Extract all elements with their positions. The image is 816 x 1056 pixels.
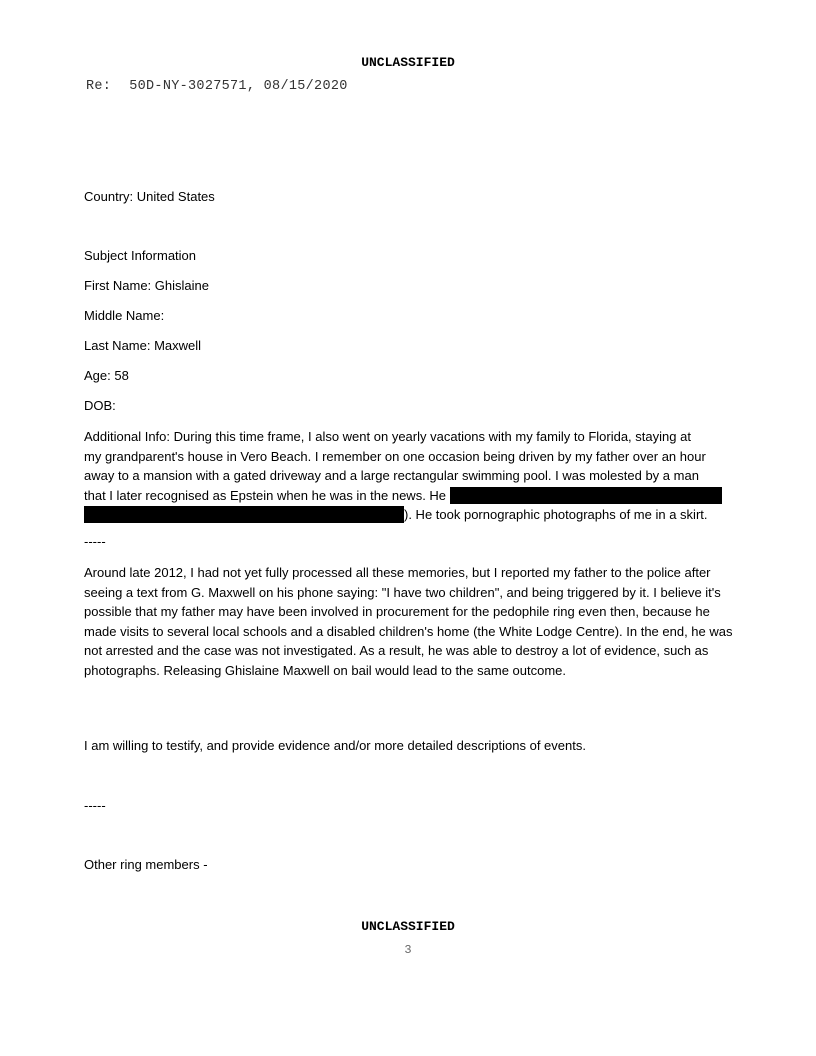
classification-header: UNCLASSIFIED	[361, 55, 455, 70]
redaction-bar	[84, 506, 404, 523]
additional-info-line: Additional Info: During this time frame, I also went on yearly vacations with my family to Florida, staying at	[84, 429, 691, 444]
separator: -----	[84, 798, 106, 813]
ref-value: 50D-NY-3027571, 08/15/2020	[129, 79, 348, 94]
age-field: Age: 58	[84, 368, 129, 383]
redaction-bar	[450, 487, 722, 504]
separator: -----	[84, 534, 106, 549]
report-paragraph: Around late 2012, I had not yet fully processed all these memories, but I reported my father to the police after seeing a text from G. Maxwell on his phone saying: "I have two children", and being triggered by it. I believe it's possible that my father may have been involved in procurement for the pedophile ring even then, because he made visits to several local schools and a disabled children's home (the White Lodge Centre). In the end, he was not arrested and the case was not investigated. As a result, he was able to destroy a lot of evidence, such as photographs. Releasing Ghislaine Maxwell on bail would lead to the same outcome.	[84, 565, 733, 678]
testify-statement: I am willing to testify, and provide evidence and/or more detailed descriptions of events.	[84, 738, 586, 753]
first-name-field: First Name: Ghislaine	[84, 278, 209, 293]
reference-line	[86, 79, 348, 94]
additional-info-text: that I later recognised as Epstein when he was in the news. He	[84, 487, 447, 503]
classification-footer: UNCLASSIFIED	[361, 919, 455, 934]
last-name-field: Last Name: Maxwell	[84, 338, 202, 353]
dob-field: DOB:	[84, 398, 116, 413]
additional-info-line	[84, 486, 734, 506]
additional-info-line	[84, 505, 734, 525]
additional-info-line: my grandparent's house in Vero Beach. I remember on one occasion being driven by my father over an hour	[84, 448, 706, 464]
additional-info-paragraph	[84, 427, 734, 525]
additional-info-line: away to a mansion with a gated driveway and a large rectangular swimming pool. I was molested by a man	[84, 468, 699, 483]
middle-name-field: Middle Name:	[84, 308, 165, 323]
subject-heading: Subject Information	[84, 248, 197, 263]
country-field: Country: United States	[84, 189, 215, 204]
other-members-line: Other ring members -	[84, 857, 208, 872]
additional-info-text: ). He took pornographic photographs of me in a skirt.	[404, 507, 708, 522]
page-number: 3	[404, 943, 412, 957]
ref-label: Re:	[86, 79, 112, 94]
